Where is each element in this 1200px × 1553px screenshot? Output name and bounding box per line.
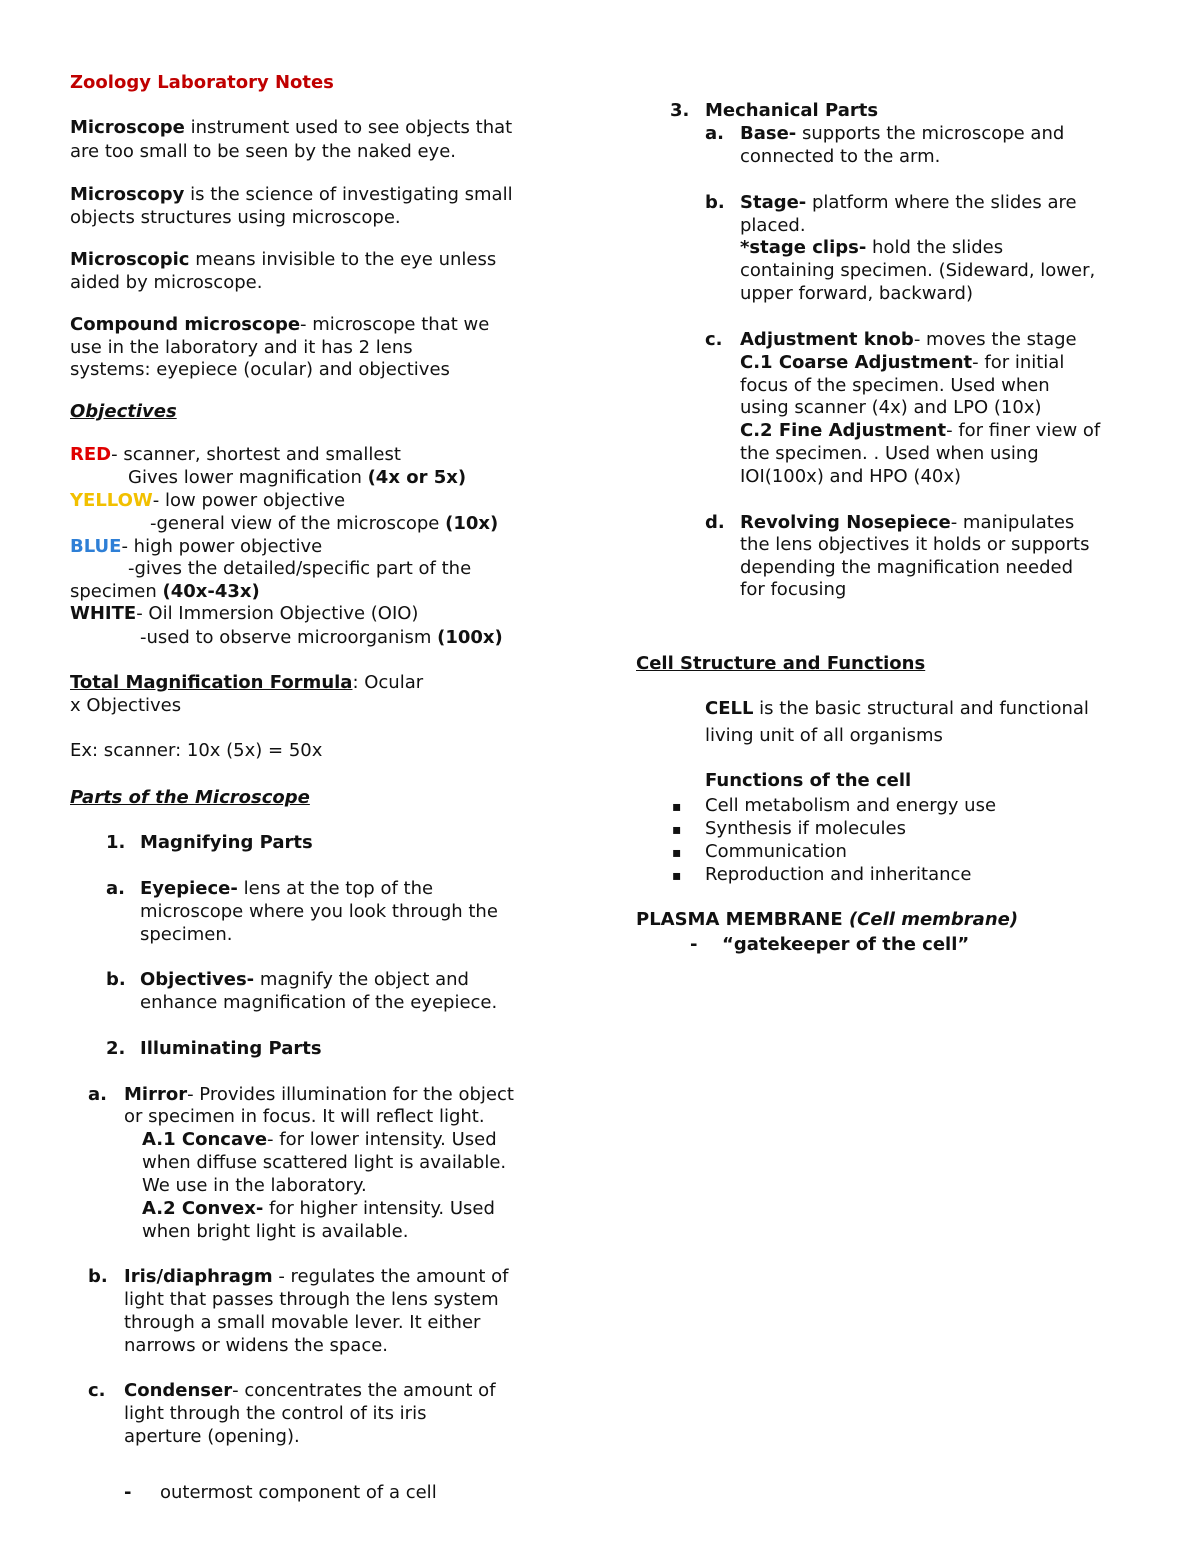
fine-adjustment-cont: the specimen. . Used when using xyxy=(740,443,1039,464)
compound-definition: Compound microscope- microscope that we xyxy=(70,314,490,335)
eyepiece-item: Eyepiece- lens at the top of the xyxy=(140,878,434,899)
plasma-membrane-heading: PLASMA MEMBRANE (Cell membrane) xyxy=(636,909,1019,930)
objectives-letter: b. xyxy=(106,969,126,990)
base-item: Base- supports the microscope and xyxy=(740,123,1065,144)
function-item: Reproduction and inheritance xyxy=(705,864,972,885)
bullet-icon: ▪ xyxy=(672,868,682,884)
iris-item-cont: light that passes through the lens system xyxy=(124,1289,499,1310)
mechanical-parts-num: 3. xyxy=(670,100,690,121)
microscope-definition: Microscope instrument used to see objects that xyxy=(70,117,513,138)
convex-item: A.2 Convex- for higher intensity. Used xyxy=(142,1198,495,1219)
microscopy-definition-cont: objects structures using microscope. xyxy=(70,207,401,228)
fine-adjustment: C.2 Fine Adjustment- for finer view of xyxy=(740,420,1101,441)
function-item: Cell metabolism and energy use xyxy=(705,795,997,816)
mirror-item-cont: or specimen in focus. It will reflect light. xyxy=(124,1106,485,1127)
concave-item: A.1 Concave- for lower intensity. Used xyxy=(142,1129,497,1150)
magnification-formula: Total Magnification Formula: Ocular xyxy=(70,672,424,693)
plasma-dash: - xyxy=(690,934,698,955)
objectives-item-cont: enhance magnification of the eyepiece. xyxy=(140,992,498,1013)
eyepiece-item-cont: microscope where you look through the xyxy=(140,901,498,922)
base-item-cont: connected to the arm. xyxy=(740,146,941,167)
mirror-item: Mirror- Provides illumination for the object xyxy=(124,1084,514,1105)
compound-definition-cont: systems: eyepiece (ocular) and objectives xyxy=(70,359,450,380)
stage-letter: b. xyxy=(705,192,725,213)
coarse-adjustment-cont: using scanner (4x) and LPO (10x) xyxy=(740,397,1042,418)
gatekeeper-quote: “gatekeeper of the cell” xyxy=(722,934,970,955)
blue-objective-detail-cont: specimen (40x-43x) xyxy=(70,581,260,602)
bullet-icon: ▪ xyxy=(672,799,682,815)
concave-item-cont: when diffuse scattered light is available. xyxy=(142,1152,507,1173)
microscope-definition-cont: are too small to be seen by the naked eye. xyxy=(70,141,456,162)
objectives-item: Objectives- magnify the object and xyxy=(140,969,469,990)
iris-item: Iris/diaphragm - regulates the amount of xyxy=(124,1266,509,1287)
stage-item: Stage- platform where the slides are xyxy=(740,192,1077,213)
function-item: Synthesis if molecules xyxy=(705,818,906,839)
microscopy-definition: Microscopy is the science of investigating small xyxy=(70,184,513,205)
eyepiece-item-cont: specimen. xyxy=(140,924,233,945)
function-item: Communication xyxy=(705,841,847,862)
red-objective: RED- scanner, shortest and smallest xyxy=(70,444,401,465)
microscopic-definition: Microscopic means invisible to the eye unless xyxy=(70,249,497,270)
condenser-letter: c. xyxy=(88,1380,106,1401)
white-objective-detail: -used to observe microorganism (100x) xyxy=(140,627,503,648)
illuminating-parts-num: 2. xyxy=(106,1038,126,1059)
bullet-icon: ▪ xyxy=(672,822,682,838)
fine-adjustment-cont: IOI(100x) and HPO (40x) xyxy=(740,466,962,487)
concave-item-cont: We use in the laboratory. xyxy=(142,1175,367,1196)
nosepiece-item-cont: the lens objectives it holds or supports xyxy=(740,534,1090,555)
parts-heading: Parts of the Microscope xyxy=(70,787,310,808)
eyepiece-letter: a. xyxy=(106,878,125,899)
outer-dash: - xyxy=(124,1482,132,1503)
coarse-adjustment-cont: focus of the specimen. Used when xyxy=(740,375,1050,396)
magnifying-parts-heading: Magnifying Parts xyxy=(140,832,313,853)
bullet-icon: ▪ xyxy=(672,845,682,861)
nosepiece-item-cont: depending the magnification needed xyxy=(740,557,1073,578)
illuminating-parts-heading: Illuminating Parts xyxy=(140,1038,322,1059)
white-objective: WHITE- Oil Immersion Objective (OIO) xyxy=(70,603,419,624)
nosepiece-letter: d. xyxy=(705,512,725,533)
cell-structure-heading: Cell Structure and Functions xyxy=(636,653,926,674)
convex-item-cont: when bright light is available. xyxy=(142,1221,409,1242)
mirror-letter: a. xyxy=(88,1084,107,1105)
microscopic-definition-cont: aided by microscope. xyxy=(70,272,263,293)
condenser-item-cont: aperture (opening). xyxy=(124,1426,300,1447)
nosepiece-item-cont: for focusing xyxy=(740,579,847,600)
magnification-formula-cont: x Objectives xyxy=(70,695,182,716)
page-title: Zoology Laboratory Notes xyxy=(70,72,334,93)
iris-item-cont: through a small movable lever. It either xyxy=(124,1312,481,1333)
cell-definition-cont: living unit of all organisms xyxy=(705,725,943,746)
iris-item-cont: narrows or widens the space. xyxy=(124,1335,389,1356)
stage-clips-item: *stage clips- hold the slides xyxy=(740,237,1004,258)
mechanical-parts-heading: Mechanical Parts xyxy=(705,100,879,121)
condenser-item: Condenser- concentrates the amount of xyxy=(124,1380,496,1401)
objectives-heading: Objectives xyxy=(70,401,177,422)
blue-objective-detail: -gives the detailed/specific part of the xyxy=(128,558,472,579)
outermost-note: outermost component of a cell xyxy=(160,1482,437,1503)
stage-clips-cont: upper forward, backward) xyxy=(740,283,973,304)
condenser-item-cont: light through the control of its iris xyxy=(124,1403,427,1424)
blue-objective: BLUE- high power objective xyxy=(70,536,323,557)
stage-clips-cont: containing specimen. (Sideward, lower, xyxy=(740,260,1096,281)
yellow-objective: YELLOW- low power objective xyxy=(70,490,346,511)
base-letter: a. xyxy=(705,123,724,144)
compound-definition-cont: use in the laboratory and it has 2 lens xyxy=(70,337,413,358)
adjustment-letter: c. xyxy=(705,329,723,350)
cell-definition: CELL is the basic structural and functional xyxy=(705,698,1089,719)
coarse-adjustment: C.1 Coarse Adjustment- for initial xyxy=(740,352,1065,373)
red-objective-detail: Gives lower magnification (4x or 5x) xyxy=(128,467,467,488)
nosepiece-item: Revolving Nosepiece- manipulates xyxy=(740,512,1075,533)
functions-heading: Functions of the cell xyxy=(705,770,912,791)
stage-item-cont: placed. xyxy=(740,215,806,236)
magnifying-parts-num: 1. xyxy=(106,832,126,853)
adjustment-item: Adjustment knob- moves the stage xyxy=(740,329,1077,350)
iris-letter: b. xyxy=(88,1266,108,1287)
yellow-objective-detail: -general view of the microscope (10x) xyxy=(150,513,499,534)
magnification-example: Ex: scanner: 10x (5x) = 50x xyxy=(70,740,323,761)
